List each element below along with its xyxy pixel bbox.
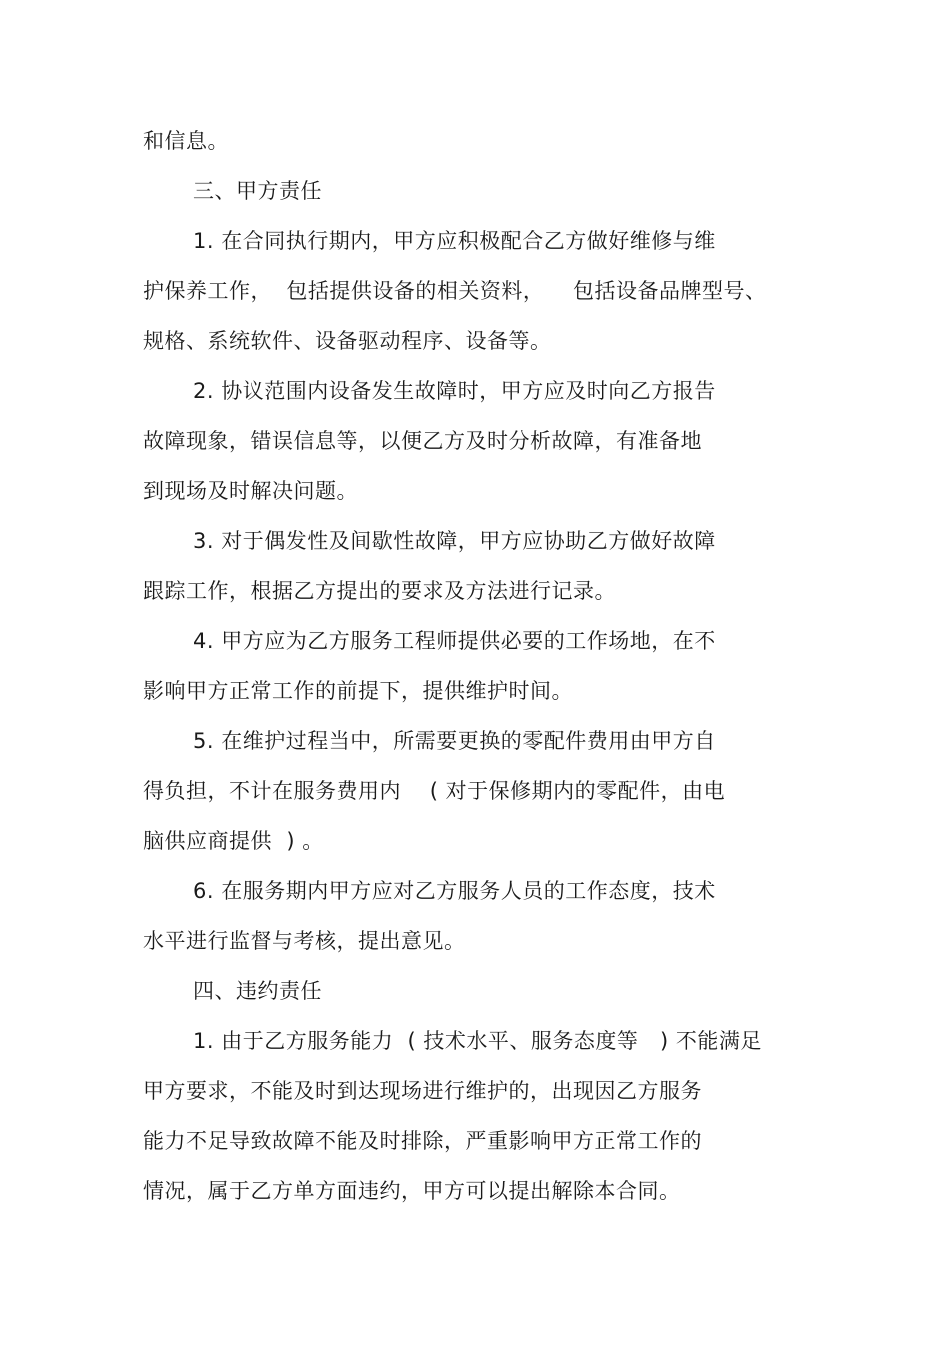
breach-clause-1-line-3: 能力不足导致故障不能及时排除，严重影响甲方正常工作的 bbox=[143, 1129, 702, 1153]
clause-5-line-2: 得负担，不计在服务费用内 ( 对于保修期内的零配件，由电 bbox=[143, 779, 726, 803]
text-line-closing: 和信息。 bbox=[143, 129, 229, 153]
clause-5-line-1: 5. 在维护过程当中，所需要更换的零配件费用由甲方自 bbox=[193, 729, 716, 753]
breach-clause-1-line-2: 甲方要求，不能及时到达现场进行维护的，出现因乙方服务 bbox=[143, 1079, 702, 1103]
clause-4-line-1: 4. 甲方应为乙方服务工程师提供必要的工作场地，在不 bbox=[193, 629, 716, 653]
clause-6-line-2: 水平进行监督与考核，提出意见。 bbox=[143, 929, 466, 953]
clause-1-line-2: 护保养工作， 包括提供设备的相关资料， 包括设备品牌型号、 bbox=[143, 279, 767, 303]
section-heading-breach-liability: 四、违约责任 bbox=[193, 979, 322, 1003]
clause-6-line-1: 6. 在服务期内甲方应对乙方服务人员的工作态度，技术 bbox=[193, 879, 716, 903]
breach-clause-1-line-1: 1. 由于乙方服务能力 ( 技术水平、服务态度等 ) 不能满足 bbox=[193, 1029, 762, 1053]
section-heading-party-a-responsibility: 三、甲方责任 bbox=[193, 179, 322, 203]
clause-4-line-2: 影响甲方正常工作的前提下，提供维护时间。 bbox=[143, 679, 573, 703]
clause-1-line-3: 规格、系统软件、设备驱动程序、设备等。 bbox=[143, 329, 552, 353]
clause-1-line-1: 1. 在合同执行期内，甲方应积极配合乙方做好维修与维 bbox=[193, 229, 716, 253]
clause-2-line-3: 到现场及时解决问题。 bbox=[143, 479, 358, 503]
clause-2-line-2: 故障现象，错误信息等，以便乙方及时分析故障，有准备地 bbox=[143, 429, 702, 453]
clause-2-line-1: 2. 协议范围内设备发生故障时，甲方应及时向乙方报告 bbox=[193, 379, 716, 403]
clause-3-line-2: 跟踪工作，根据乙方提出的要求及方法进行记录。 bbox=[143, 579, 616, 603]
clause-3-line-1: 3. 对于偶发性及间歇性故障，甲方应协助乙方做好故障 bbox=[193, 529, 716, 553]
breach-clause-1-line-4: 情况，属于乙方单方面违约，甲方可以提出解除本合同。 bbox=[143, 1179, 681, 1203]
clause-5-line-3: 脑供应商提供 ) 。 bbox=[143, 829, 324, 853]
